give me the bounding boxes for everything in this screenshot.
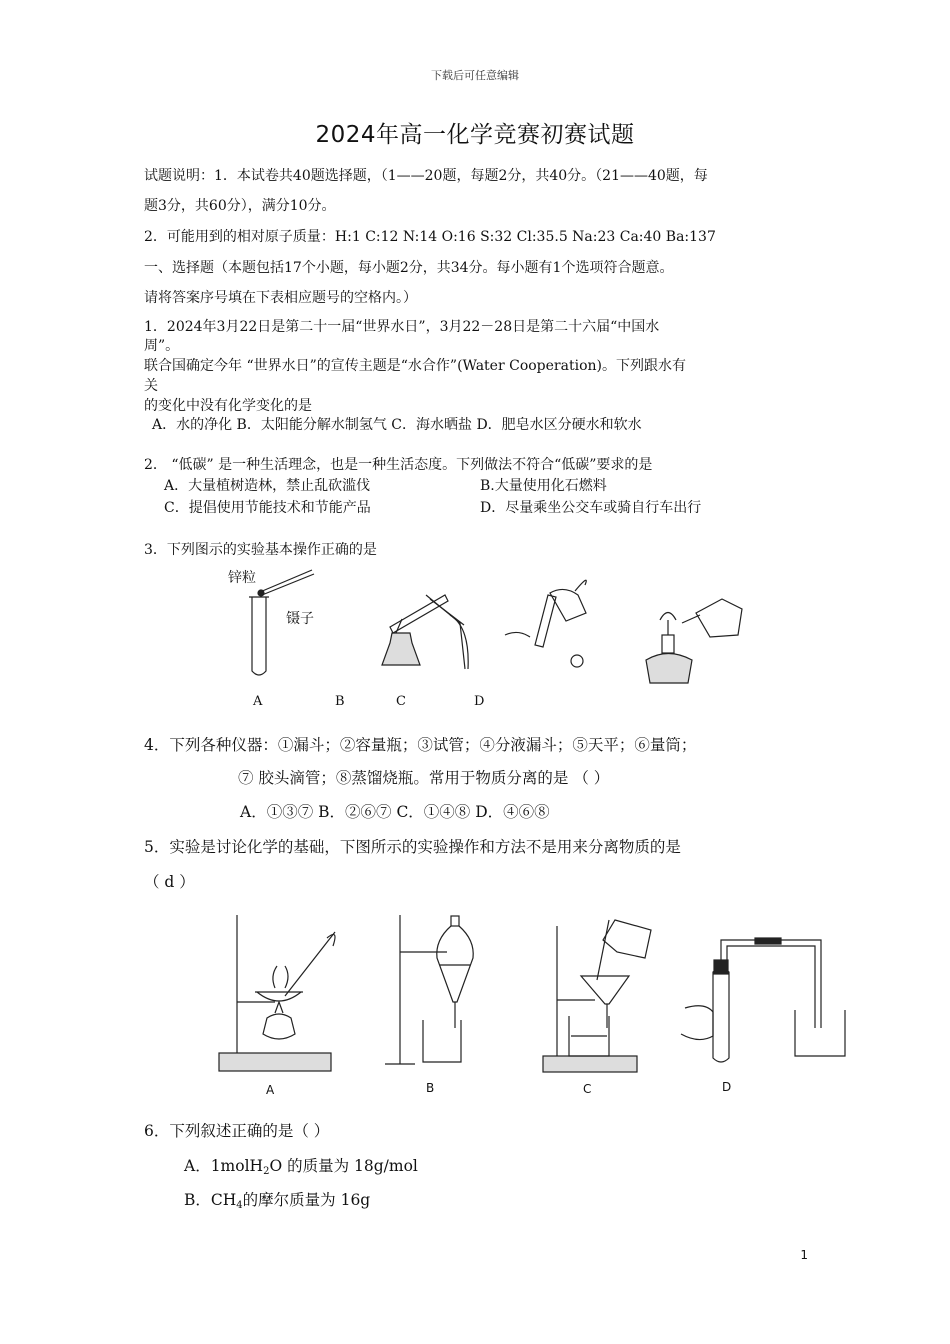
q2-option-b: B.大量使用化石燃料 <box>480 478 607 494</box>
q1-line-2: 周”。 <box>144 338 180 354</box>
q2-option-d: D．尽量乘坐公交车或骑自行车出行 <box>480 500 702 516</box>
q3-label-c: C <box>396 694 406 709</box>
q3-fig-b-heating <box>382 595 468 669</box>
q3-fig-d-lamps <box>646 599 742 683</box>
label-tweezers: 镊子 <box>286 611 314 627</box>
q5-fig-d-airtight <box>681 938 845 1062</box>
intro-line-1: 试题说明：1．本试卷共40题选择题，（1——20题，每题2分，共40分。（21——40题，每 <box>144 168 708 184</box>
intro-line-3: 2．可能用到的相对原子质量：H:1 C:12 N:14 O:16 S:32 Cl:35.5 Na:23 Ca:40 Ba:137 <box>144 229 716 245</box>
intro-line-2: 题3分，共60分），满分10分。 <box>144 198 336 214</box>
q2-option-c: C．提倡使用节能技术和节能产品 <box>164 500 371 516</box>
q6-option-b: B．$CH_4$的摩尔质量为 16g <box>184 1191 371 1211</box>
q5-line-1: 5．实验是讨论化学的基础，下图所示的实验操作和方法不是用来分离物质的是 <box>144 838 681 856</box>
q1-line-5: 的变化中没有化学变化的是 <box>144 398 312 414</box>
q5-label-c: C <box>583 1082 592 1096</box>
q4-line-1: 4．下列各种仪器：①漏斗；②容量瓶；③试管；④分液漏斗；⑤天平；⑥量筒； <box>144 736 697 754</box>
q3-label-d: D <box>474 694 485 709</box>
page-number: 1 <box>800 1248 808 1262</box>
section1-line-1: 一、选择题（本题包括17个小题，每小题2分，共34分。每小题有1个选项符合题意。 <box>144 260 674 276</box>
q1-options: A．水的净化 B．太阳能分解水制氢气 C．海水晒盐 D．肥皂水区分硬水和软水 <box>152 417 642 433</box>
q5-figures <box>215 910 850 1080</box>
q3-fig-c-pouring <box>505 580 586 667</box>
section1-line-2: 请将答案序号填在下表相应题号的空格内。） <box>144 290 417 306</box>
q5-fig-b-separatory <box>385 915 473 1064</box>
q3-fig-a-test-tube <box>249 570 314 675</box>
q3-label-b: B <box>335 694 345 709</box>
q5-fig-a-evaporation <box>219 915 335 1071</box>
q3-label-a: A <box>253 694 263 709</box>
q1-line-4: 关 <box>144 378 158 394</box>
q2-option-a: A．大量植树造林，禁止乱砍滥伐 <box>164 478 371 494</box>
q2-stem: 2． “低碳” 是一种生活理念，也是一种生活态度。下列做法不符合“低碳”要求的是 <box>144 457 653 473</box>
exam-title: 2024年高一化学竞赛初赛试题 <box>315 122 635 148</box>
q4-line-2: ⑦ 胶头滴管；⑧蒸馏烧瓶。常用于物质分离的是 （ ） <box>238 769 610 787</box>
q6-stem: 6．下列叙述正确的是（ ） <box>144 1122 330 1140</box>
q3-stem: 3．下列图示的实验基本操作正确的是 <box>144 542 377 558</box>
q6-option-a: A．1molH$_2$O 的质量为 18g/mol <box>184 1157 418 1177</box>
q3-figures <box>230 565 750 690</box>
q5-label-d: D <box>722 1080 732 1094</box>
page-header: 下载后可任意编辑 <box>431 69 519 82</box>
label-zinc: 锌粒 <box>228 570 256 586</box>
q5-label-b: B <box>426 1081 435 1095</box>
q5-label-a: A <box>266 1083 275 1097</box>
q4-options: A．①③⑦ B．②⑥⑦ C．①④⑧ D．④⑥⑧ <box>240 803 550 821</box>
q5-fig-c-filtration <box>543 920 651 1072</box>
q5-line-2: （ d ） <box>144 873 195 891</box>
q1-line-1: 1．2024年3月22日是第二十一届“世界水日”，3月22－28日是第二十六届“中国水 <box>144 319 660 335</box>
q1-line-3: 联合国确定今年 “世界水日”的宣传主题是“水合作”(Water Cooperation)。下列跟水有 <box>144 358 686 374</box>
